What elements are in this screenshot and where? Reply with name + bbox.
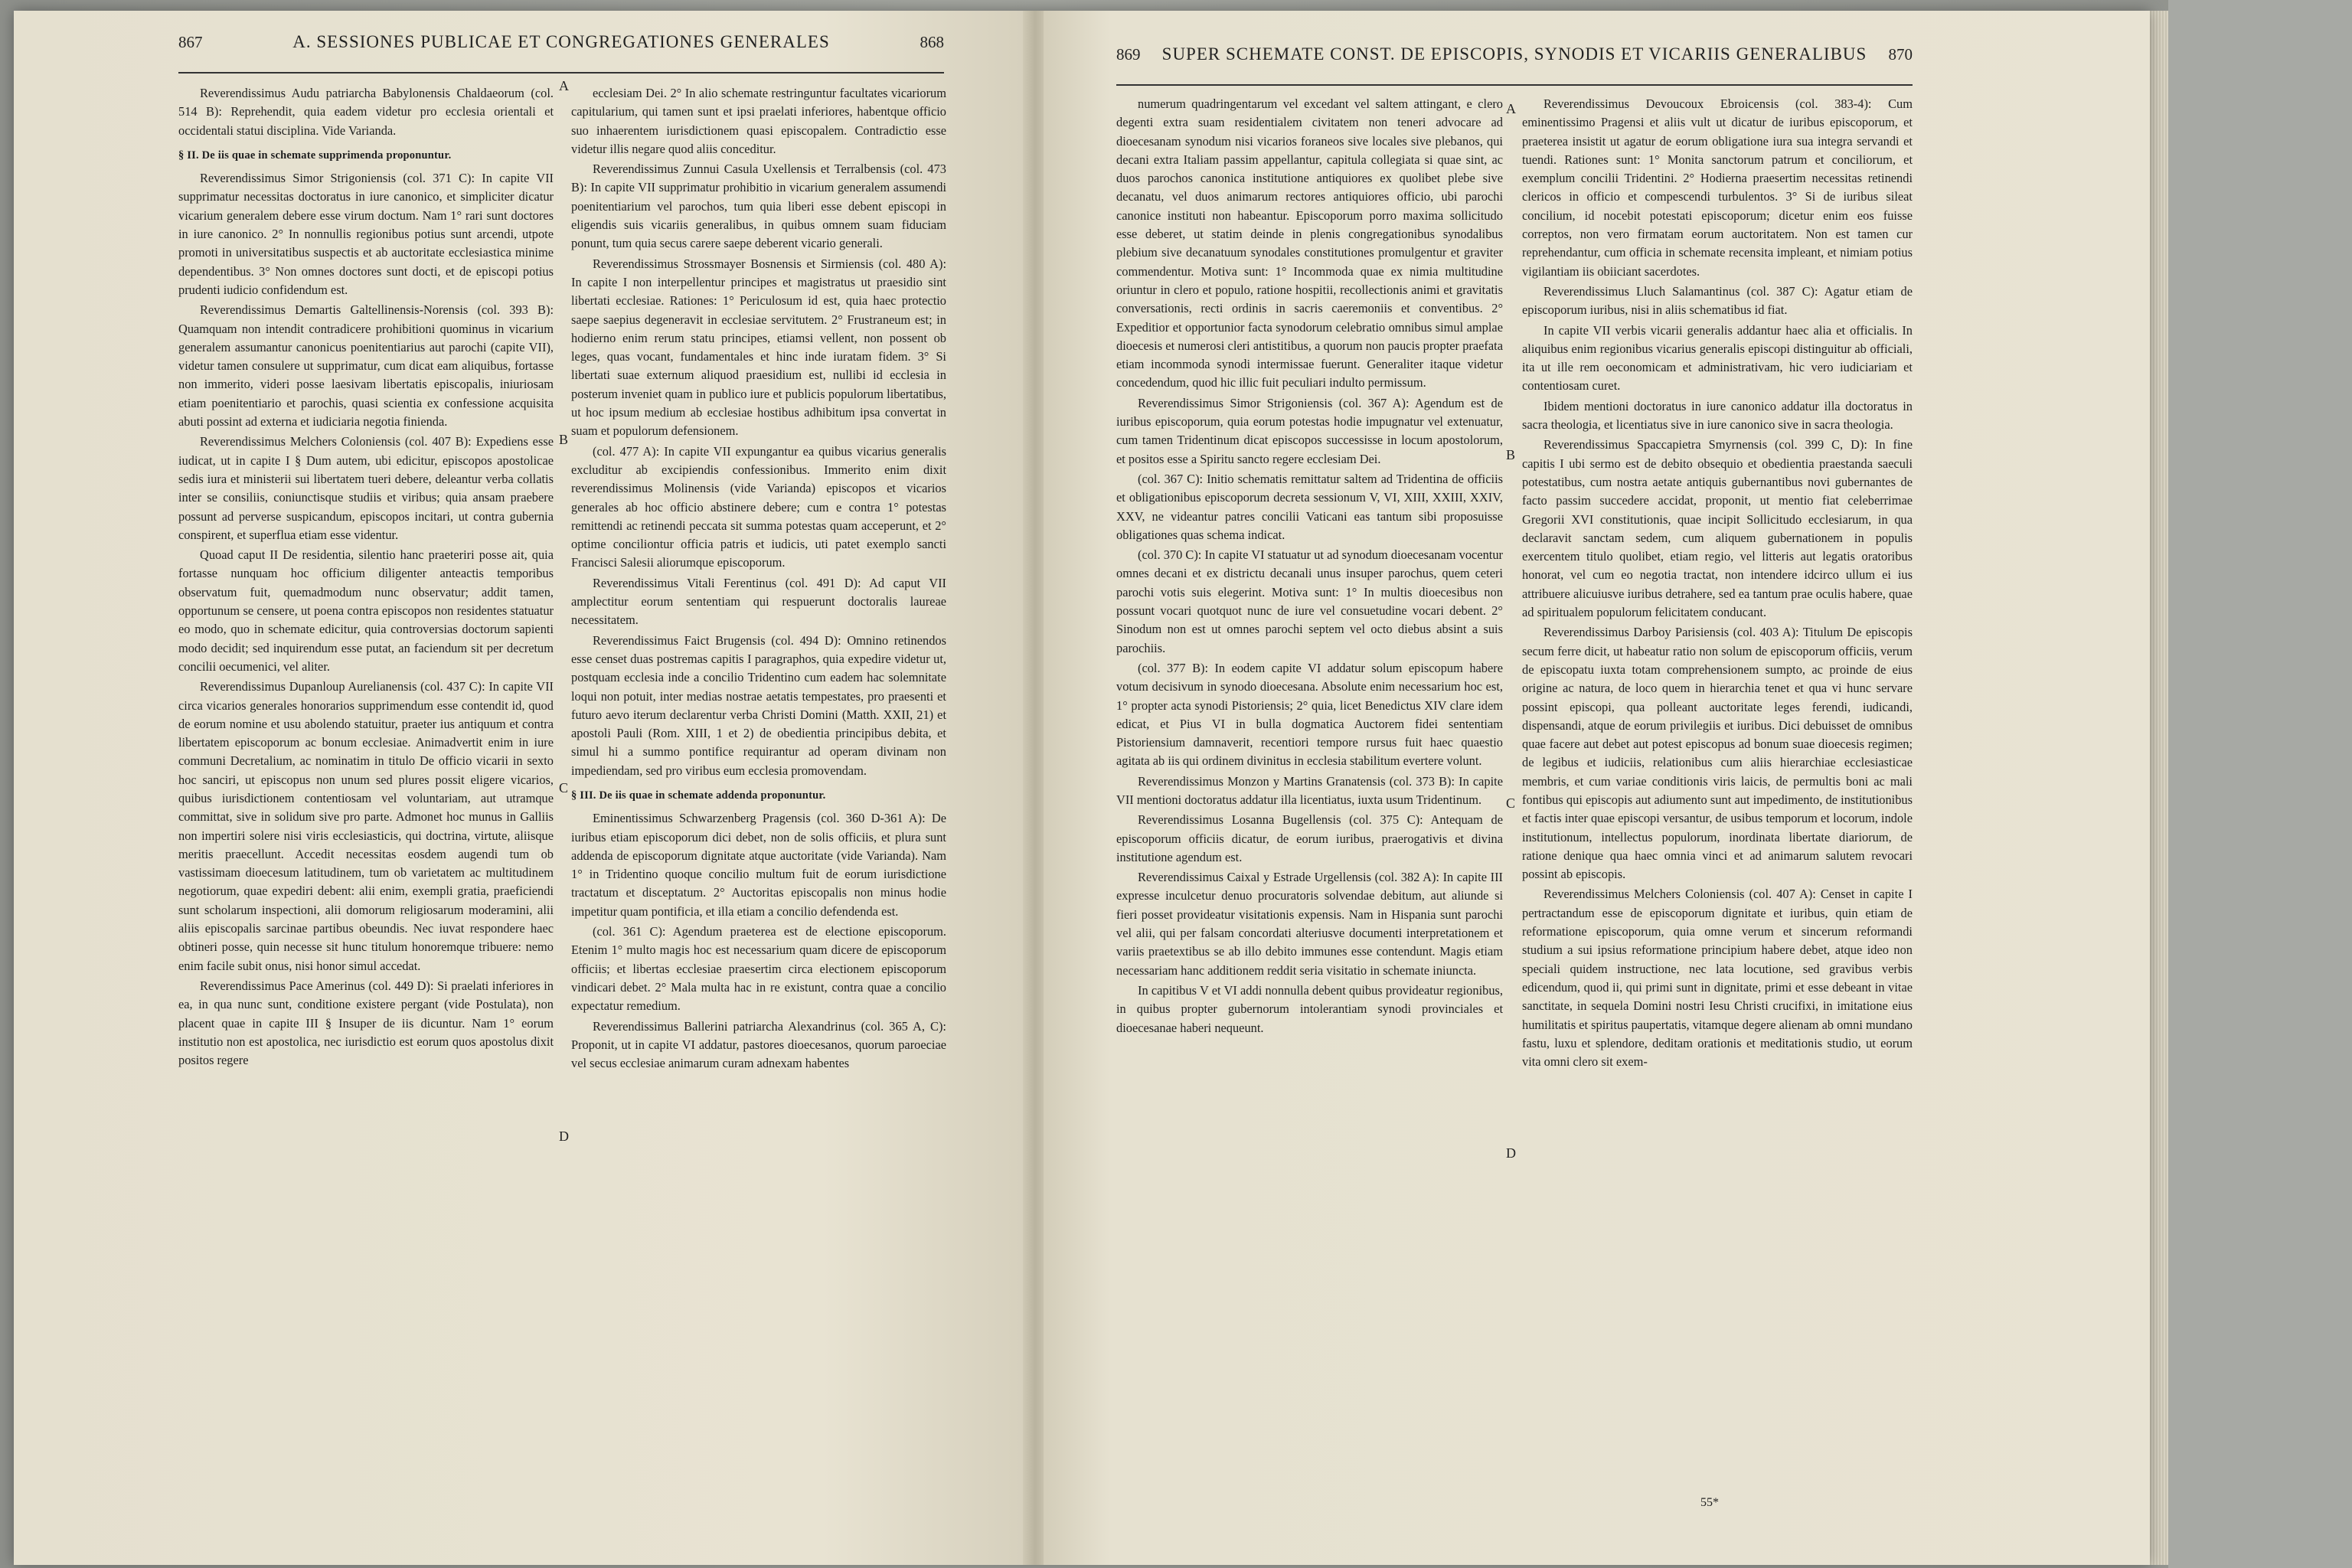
- section-marker-a: A: [559, 78, 569, 93]
- paragraph: Reverendissimus Melchers Coloniensis (col. 407 A): Censet in capite I pertractandum esse de episcoporum dignitate et iuribus, quin etiam de reformatione episcoporum, quia omne verum et sincerum reformandi studium a sui ipsius reformatione principium habere debet, atque ideo non speciali quidem instructione, nec lata locutione, sed gravibus verbis edicendum, quod ii, qui primi sunt in dignitate, primi et esse debeant in vitae sanctitate, in sequela Domini nostri Iesu Christi crucifixi, in imitatione eius humilitatis et spiritus paupertatis, vitamque degere alienam ab omni mundano fastu, luxu et splendore, deditam orationis et meditationis studio, ut eorum vita omni clero sit exem-: [1522, 887, 1913, 1070]
- paragraph: Reverendissimus Simor Strigoniensis (col. 367 A): Agendum est de iuribus episcoporum, quia eorum potestas hodie impugnatur vel extenuatur, cum tamen Tridentinum dicat episcopos successisse in locum apostolorum, et positos esse a Spiritu sancto regere ecclesiam Dei.: [1116, 395, 1503, 466]
- right-running-title: SUPER SCHEMATE CONST. DE EPISCOPIS, SYNODIS ET VICARIIS GENERALIBUS: [1161, 44, 1867, 64]
- board-edge: [2168, 0, 2352, 1568]
- paragraph: Reverendissimus Dupanloup Aurelianensis (col. 437 C): In capite VII circa vicarios generales honorarios supprimendum esse contendit id, quod de eorum nomine et usu abolendo statuitur, praeter ius antiquum et contra libertatem episcoporum ac bonum ecclesiae. Animadvertit enim in iure communi Decretalium, ac nominatim in titulo De officio vicarii in sexto hoc sanciri, ut episcopus non unum sed plures possit eligere vicarios, quibus iurisdictionem contentiosam vel voluntariam, aut utramque committat, sive in solidum sive pro parte. Admonet hoc munus in Galliis non impertiri solere nisi viris ecclesiasticis, qui doctrina, virtute, aliisque meritis praecellunt. Accedit necessitas eosdem augendi tum ob vastissimam dioecesum latitudinem, tum ob varietatem ac multitudinem negotiorum, quae expediri debent: alii enim, exempli gratia, praeficiendi sunt scholarum inspectioni, alii domorum religiosarum moderamini, alii aliis episcopalis sarcinae partibus obeundis. Nec iuvat respondere haec obtineri posse, quin necesse sit hunc titulum honoremque tribuere: nemo enim facile subit onus, nisi honor simul accedat.: [178, 679, 554, 973]
- paragraph: Reverendissimus Ballerini patriarcha Alexandrinus (col. 365 A, C): Proponit, ut in capite VI addatur, pastores dioecesanos, quorum paroeciae vel secus ecclesiae animarum curam adnexam habentes: [571, 1018, 946, 1071]
- section-heading: § II. De iis quae in schemate supprimenda proponuntur.: [178, 149, 452, 162]
- paragraph: Reverendissimus Pace Amerinus (col. 449 D): Si praelati inferiores in ea, in qua nunc sunt, conditione existere pergant (vide Postulata), non placent quae in capite III § Insuper de iis dicuntur. Nam 1° eorum institutio non est apostolica, nec iurisdictio est eorum quos apostolus dixit positos regere: [178, 978, 554, 1068]
- paragraph: Reverendissimus Spaccapietra Smyrnensis (col. 399 C, D): In fine capitis I ubi sermo est de debito obsequio et obedientia praestanda saeculi potestatibus, cum nostra aetate antiquis gubernantibus novi gubernantes de facto passim succedere accidat, proponit, ut mentio fiat celeberrimae Gregorii XVI constitutionis, quae incipit Sollicitudo ecclesiarum, in qua declaravit sanctam sedem, cum aliquem gubernationem in populis exercentem titulo quolibet, etiam regio, vel litteris aut legatis oratoribus honorat, vel cum eo negotia tractat, non intendere idcirco ullum ei ius attribuere alicuiusve iuribus detrahere, sed ea tantum prae oculis habere, quae ad spiritualem populorum felicitatem conducant.: [1522, 437, 1913, 620]
- paragraph: Quoad caput II De residentia, silentio hanc praeteriri posse ait, quia fortasse nunquam hoc officium diligenter anteactis temporibus observatum fuit, quemadmodum nunc observatur; addit tamen, opportunum se censere, ut poena contra episcopos non residentes statuatur eo modo, quo in schemate edicitur, quia controversias doctorum sapienti modo decidit; sed inquirendum esse putat, an faciendum sit per decretum concilii oecumenici, vel aliter.: [178, 547, 554, 674]
- paragraph: Reverendissimus Faict Brugensis (col. 494 D): Omnino retinendos esse censet duas postremas capitis I paragraphos, quia expedire videtur ut, postquam ecclesia inde a concilio Tridentino cum eadem hac solemnitate loqui non potuit, inter medias nostrae aetatis tempestates, pro praesenti et futuro aevo iterum declarentur verba Christi Domini (Matth. XXII, 21) et apostoli Pauli (Rom. XIII, 1 et 2) de obedientia principibus debita, et simul hi a summo pontifice requirantur ad operam divinam non impediendam, sed pro viribus eum ecclesia promovendam.: [571, 632, 946, 778]
- paragraph: Reverendissimus Demartis Galtellinensis-Norensis (col. 393 B): Quamquam non intendit contradicere prohibitioni quominus in vicarium generalem assumantur canonicus poenitentiarius aut parochi (capite VII), videtur tamen consulere ut supprimatur, cum dicat eam aliquibus, fortasse non immerito, videri posse laesivam libertatis episcopalis, iniuriosam etiam poenitentiario et parochis, quasi scientia ex confessione acquisita abuti possint ad externa et iudiciaria negotia finienda.: [178, 302, 554, 430]
- right-page: [1044, 11, 2150, 1565]
- signature-mark: 55*: [1700, 1496, 1719, 1509]
- paragraph: ecclesiam Dei. 2° In alio schemate restringuntur facultates vicariorum capitularium, qui tamen sunt et ipsi praelati inferiores, habentque officio suo inhaerentem iurisdictionem quasi episcopalem. Contradictio esse videtur illis negare quod aliis conceditur.: [571, 86, 946, 156]
- right-column-2: [1522, 95, 1913, 1534]
- paragraph: Ibidem mentioni doctoratus in iure canonico addatur illa doctoratus in sacra theologia, et licentiatus sive in iure canonico sive in sacra theologia.: [1522, 398, 1913, 433]
- paragraph: Reverendissimus Audu patriarcha Babylonensis Chaldaeorum (col. 514 B): Reprehendit, quia eadem videtur pro ecclesia orientali et occidentali statui disciplina. Vide Varianda.: [178, 86, 554, 138]
- paragraph: Reverendissimus Vitali Ferentinus (col. 491 D): Ad caput VII amplectitur eorum sententiam qui respuerunt doctoralis laureae necessitatem.: [571, 575, 946, 628]
- paragraph: Reverendissimus Strossmayer Bosnensis et Sirmiensis (col. 480 A): In capite I non interpellentur principes et magistratus ut praesidio sint libertati ecclesiae. Rationes: 1° Periculosum id est, quia haec protectio saepe saepius degeneravit in ecclesiae servitutem. 2° Frustraneum est; in hodierno enim rerum statu principes, etiamsi vellent, non possent ob leges, quas vocant, fundamentales et hinc inde iuratam fidem. 3° Si libertati suae externum aliquod praesidium est, nullibi id ecclesia in posterum inveniet quam in publico iure et publicis populorum libertatibus, ut hoc ipsum medium ab ecclesiae hostibus adhibitum ipsa convertat in suam et populorum defensionem.: [571, 256, 946, 439]
- paragraph: Reverendissimus Monzon y Martins Granatensis (col. 373 B): In capite VII mentioni doctoratus addatur illa licentiatus, iuxta usum Tridentinum.: [1116, 773, 1503, 807]
- paragraph: Reverendissimus Lluch Salamantinus (col. 387 C): Agatur etiam de episcoporum iuribus, nisi in aliis schematibus id fiat.: [1522, 283, 1913, 318]
- paragraph: (col. 377 B): In eodem capite VI addatur solum episcopum habere votum decisivum in synodo dioecesana. Absolute enim necessarium hoc est, 1° propter acta synodi Pistoriensis; 2° quia, licet Benedictus XIV clare idem edicat, et Pius VI in bulla dogmatica Auctorem fidei sententiam Pistoriensium damnaverit, recentiori tempore rursus fuit haec quaestio agitata ab iis qui ordinem divinitus in ecclesia stabilitum evertere volunt.: [1116, 660, 1503, 769]
- paragraph: (col. 370 C): In capite VI statuatur ut ad synodum dioecesanam vocentur omnes decani et ex districtu decanali unus insuper parochus, quem ceteri parochi votis suis elegerint. Motiva sunt: 1° In multis dioecesibus non possunt vocari quotquot nunc de iure vel consuetudine vocari debent. 2° Sinodum non est ut omnes parochi septem vel octo diebus absint a suis parochiis.: [1116, 547, 1503, 655]
- section-marker-c: C: [559, 780, 569, 795]
- left-page: [14, 11, 1024, 1565]
- right-running-head: [1116, 44, 1913, 80]
- book-spread: [14, 11, 2150, 1565]
- paragraph: Eminentissimus Schwarzenberg Pragensis (col. 360 D-361 A): De iuribus etiam episcoporum dici debet, non de solis officiis, et plura sunt addenda de episcoporum dignitate atque auctoritate (vide Varianda). Nam 1° in Tridentino quoque concilio multum fuit de eorum iurisdictione tractatum et disceptatum. 2° Auctoritas episcopalis non minus hodie impetitur quam pontificia, et illa etiam a concilio defendenda est.: [571, 811, 946, 919]
- paragraph: In capitibus V et VI addi nonnulla debent quibus provideatur regionibus, in quibus propter gubernorum intolerantiam synodi provinciales et dioecesanae haberi nequeunt.: [1116, 982, 1503, 1035]
- paragraph: Reverendissimus Zunnui Casula Uxellensis et Terralbensis (col. 473 B): In capite VII supprimatur prohibitio in vicarium generalem assumendi poenitentiarium vel parochos, tum quia liberi esse debent episcopi in eligendis suis vicariis generalibus, in quibus omnem suam fiduciam ponunt, tum quia secus carere saepe deberent vicario generali.: [571, 162, 946, 251]
- right-page-number-b: 870: [1888, 45, 1913, 64]
- paragraph: Reverendissimus Simor Strigoniensis (col. 371 C): In capite VII supprimatur necessitas doctoratus in iure canonico, et simpliciter dicatur vicarium generalem debere esse virum doctum. Nam 1° rari sunt doctores in iure canonico. 2° In nonnullis regionibus potius sunt arcendi, utpote promoti in universitatibus suspectis et ab auctoritate ecclesiastica minime dependentibus. 3° Non omnes doctores sunt docti, et de episcopi potius prudenti iudicio confidendum est.: [178, 171, 554, 297]
- section-marker-a: A: [1506, 101, 1516, 116]
- paragraph: Reverendissimus Darboy Parisiensis (col. 403 A): Titulum De episcopis secum ferre dicit, ut habeatur ratio non solum de episcoporum officiis, verum de episcopatu iuxta totam comprehensionem sumpto, ac proinde de eius origine ac natura, de loco quem in hierarchia tenet et qua vi hunc servare possint episcopi, qua polleant auctoritate leges ferendi, iudicandi, dispensandi, atque de eorum privilegiis et iuribus. Dici debuisset de omnibus quae facere aut debet aut potest episcopus ad bonum suae dioecesis regimen; de legibus et iudiciis, relationibus cum aliis hierarchiae ecclesiasticae membris, et cum variae conditionis viris laicis, de permultis boni ac mali fontibus qui episcopis aut adiumento sunt aut impedimento, de institutionibus et factis inter quae episcopi versantur, de usibus temporum et locorum, indole institutionum, intellectus populorum, inordinata libertate diariorum, de ratione denique qua haec omnia vinci et ad animarum salutem revocari possint ab episcopis.: [1522, 625, 1913, 882]
- paragraph: Reverendissimus Melchers Coloniensis (col. 407 B): Expediens esse iudicat, ut in capite I § Dum autem, ubi edicitur, episcopos apostolicae sedis iura et ministerii sui libertatem tueri debere, deleantur verba collatis inter se consiliis, coniunctisque studiis et viribus; quia ansam praebere possunt ad perverse suspicandum, episcopos incitari, ut contra gubernia conspirent, et superflua etiam esse videntur.: [178, 434, 554, 542]
- paragraph: numerum quadringentarum vel excedant vel saltem attingant, e clero degenti extra suam residentialem civitatem non teneri advocare ad dioecesanam synodum nisi vicarios foraneos sive locales sive plebanos, qui decani extra Italiam passim appellantur, capitula collegiata si quae sint, ac duos parochos canonica institutione antiquiores ex quolibet plebe sive decanatu, vel duos animarum rectores antiquiores officio, ubi parochi canonice instituti non habeantur. Episcoporum porro maxima sollicitudo esse deberet, ut statim deinde in plenis congregationibus synodalibus plebium sive decanatuum synodales constitutiones promulgentur et graviter commendentur. Motiva sunt: 1° Incommoda quae ex nimia multitudine oriuntur in clero et populo, ratione hospitii, recollectionis animi et gravitatis conversationis, recti ordinis in sacris caeremoniis et conventibus. 2° Expeditior et opportunior facta synodorum celebratio omnibus simul amplae dioecesis et numerosi cleri antistitibus, a quorum non paucis propter praefata etiam incommoda synodi intermissae fuerunt. Generaliter itaque videtur concedendum, quod hic illic fuit peculiari indulto permissum.: [1116, 96, 1503, 390]
- section-marker-d: D: [1506, 1145, 1516, 1161]
- left-head-rule: [178, 72, 944, 74]
- left-column-1: [178, 84, 554, 1524]
- section-marker-b: B: [559, 432, 569, 447]
- left-running-title: A. SESSIONES PUBLICAE ET CONGREGATIONES GENERALES: [292, 32, 830, 51]
- section-heading: § III. De iis quae in schemate addenda proponuntur.: [571, 789, 826, 802]
- paragraph: Reverendissimus Devoucoux Ebroicensis (col. 383-4): Cum eminentissimo Pragensi et aliis vult ut dicatur de iuribus episcoporum, et praeterea insistit ut agatur de eorum obligatione iura sua integra servandi et tuendi. Rationes sunt: 1° Monita sanctorum patrum et conciliorum, et exemplum concilii Tridentini. 2° Hodierna praesertim necessitas retinendi clericos in officio et compescendi turbulentos. 3° Si de iuribus sileat concilium, id nocebit potestati episcoporum; dicetur enim eos fuisse correptos, non vero firmatam eorum auctoritatem. Non est tamen cur reprehendantur, cum officia in schemate recensita impleant, et nimiam potius vigilantiam iis obiiciant sacerdotes.: [1522, 96, 1913, 279]
- section-marker-d: D: [559, 1129, 569, 1144]
- paragraph: In capite VII verbis vicarii generalis addantur haec alia et officialis. In aliquibus enim regionibus vicarius generalis episcopi distinguitur ab officiali, ita ut ille rem oeconomicam et administrativam, hic vero iudiciariam et contentiosam curet.: [1522, 322, 1913, 394]
- paragraph: Reverendissimus Caixal y Estrade Urgellensis (col. 382 A): In capite III expresse inculcetur denuo procuratoris solvendae debitum, aut aliunde si fieri posset provideatur visitationis expensis. Nam in Hispania sunt parochi vel alii, qui per falsam concordati alteriusve documenti interpretationem et variis praetextibus se ab illo debito immunes esse contendunt. Magis etiam necessariam hanc additionem reddit seria visitatio in schemate iniuncta.: [1116, 870, 1503, 978]
- paragraph: (col. 477 A): In capite VII expungantur ea quibus vicarius generalis excluditur ab excipiendis confessionibus. Immerito enim dixit reverendissimus Molinensis (vide Varianda) episcopos et vicarios generales ab hoc officio abstinere debere; cum e contra 1° potestas remittendi ac retinendi peccata sit summa potestas quam acceperunt, et 2° optime conciliontur officia patris et iudicis, uti patet exemplo sancti Francisci Salesii aliorumque episcoporum.: [571, 443, 946, 570]
- right-page-number-a: 869: [1116, 45, 1141, 64]
- paragraph: Reverendissimus Losanna Bugellensis (col. 375 C): Antequam de episcoporum officiis dicatur, de eorum iuribus, praerogativis et divina institutione agendum est.: [1116, 812, 1503, 864]
- right-head-rule: [1116, 84, 1913, 86]
- left-column-2: [571, 84, 946, 1524]
- paragraph: (col. 361 C): Agendum praeterea est de electione episcoporum. Etenim 1° multo magis hoc est necessarium quam dicere de episcoporum officiis; et libertas ecclesiae praesertim circa electionem episcoporum vindicari debet. 2° Mala multa hac in re existunt, contra quae a concilio expectatur remedium.: [571, 924, 946, 1014]
- section-marker-c: C: [1506, 795, 1516, 811]
- left-running-head: [178, 32, 944, 67]
- left-page-number-b: 868: [920, 33, 944, 51]
- paragraph: (col. 367 C): Initio schematis remittatur saltem ad Tridentina de officiis et obligationibus episcoporum decreta sessionum V, VI, XIII, XXIII, XXIV, XXV, ne videantur patres concilii Vaticani eas tantum sibi proposuisse obligationes quas schema indicat.: [1116, 471, 1503, 542]
- left-page-number-a: 867: [178, 33, 203, 51]
- section-marker-b: B: [1506, 447, 1516, 462]
- right-column-1: [1116, 95, 1503, 1534]
